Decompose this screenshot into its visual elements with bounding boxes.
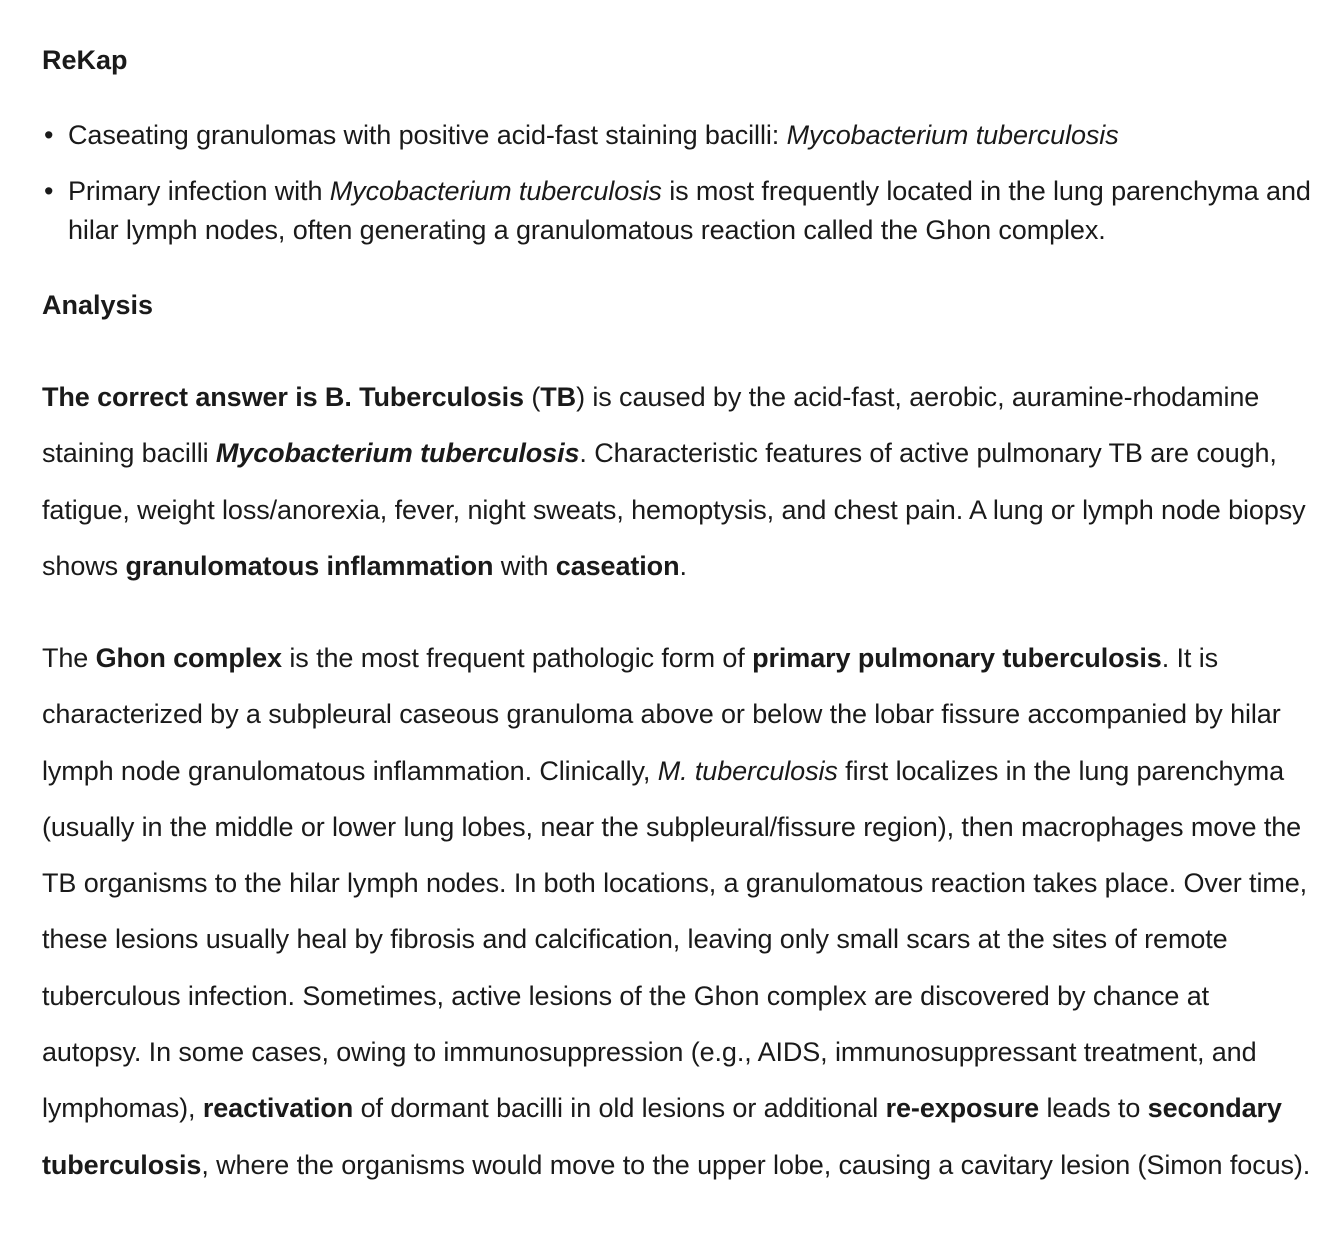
key-term: re-exposure xyxy=(885,1093,1040,1124)
key-term: secondary tuberculosis xyxy=(42,1093,1282,1180)
text-span: . It is characterized by a subpleural caseous granuloma above or below the lobar fissure accompanied by hilar lymph node granulomatous inflammation. Clinically, xyxy=(42,643,1281,786)
key-term: Ghon complex xyxy=(95,643,282,673)
key-term: primary pulmonary tuberculosis xyxy=(752,643,1162,673)
organism-name: M. tuberculosis xyxy=(657,755,838,786)
key-term: reactivation xyxy=(202,1093,354,1124)
rekap-heading: ReKap xyxy=(42,45,128,75)
bullet-icon: • xyxy=(44,176,54,206)
rekap-item-2-organism: Mycobacterium tuberculosis xyxy=(329,176,662,206)
text-span: is the most frequent pathologic form of xyxy=(281,643,753,673)
text-span: ) is caused by the acid-fast, aerobic, auramine-rhodamine staining bacilli xyxy=(42,382,1260,469)
rekap-item-2-text-b: is most frequently located in the lung parenchyma and hilar lymph nodes, often generating a granulomatous reaction called the Ghon complex. xyxy=(68,176,1311,245)
analysis-paragraph-2 xyxy=(42,630,1312,1193)
text-span: . xyxy=(679,550,687,581)
analysis-heading: Analysis xyxy=(42,290,154,320)
tb-abbrev: TB xyxy=(540,382,577,412)
rekap-item-1 xyxy=(42,116,1332,155)
organism-name: Mycobacterium tuberculosis xyxy=(215,438,580,469)
text-span: leads to xyxy=(1039,1093,1148,1124)
key-term: caseation xyxy=(555,550,680,581)
rekap-item-1-organism: Mycobacterium tuberculosis xyxy=(786,120,1119,150)
rekap-list xyxy=(42,116,1332,267)
text-span: ( xyxy=(523,382,541,412)
rekap-item-2-text-a: Primary infection with xyxy=(68,176,330,206)
bullet-icon: • xyxy=(44,120,54,150)
text-span: The xyxy=(42,643,96,673)
text-span: of dormant bacilli in old lesions or additional xyxy=(353,1093,886,1124)
rekap-item-2 xyxy=(42,172,1332,250)
analysis-paragraph-1 xyxy=(42,369,1312,594)
rekap-item-1-text: Caseating granulomas with positive acid-fast staining bacilli: xyxy=(68,120,787,150)
text-span: . Characteristic features of active pulmonary TB are cough, fatigue, weight loss/anorexia, fever, night sweats, hemoptysis, and chest pain. A lung or lymph node biopsy shows xyxy=(42,438,1306,581)
text-span: with xyxy=(493,550,556,581)
text-span: first localizes in the lung parenchyma (usually in the middle or lower lung lobes, near the subpleural/fissure region), then macrophages move the TB organisms to the hilar lymph nodes. In both locations, a granulomatous reaction takes place. Over time, these lesions usually heal by fibrosis and calcification, leaving only small scars at the sites of remote tuberculous infection. Sometimes, active lesions of the Ghon complex are discovered by chance at autopsy. In some cases, owing to immunosuppression (e.g., AIDS, immunosuppressant treatment, and lymphomas), xyxy=(42,755,1308,1124)
correct-answer-text: The correct answer is B. Tuberculosis xyxy=(42,382,524,412)
key-term: granulomatous inflammation xyxy=(125,550,494,581)
text-span: , where the organisms would move to the upper lobe, causing a cavitary lesion (Simon focus). xyxy=(201,1149,1311,1180)
